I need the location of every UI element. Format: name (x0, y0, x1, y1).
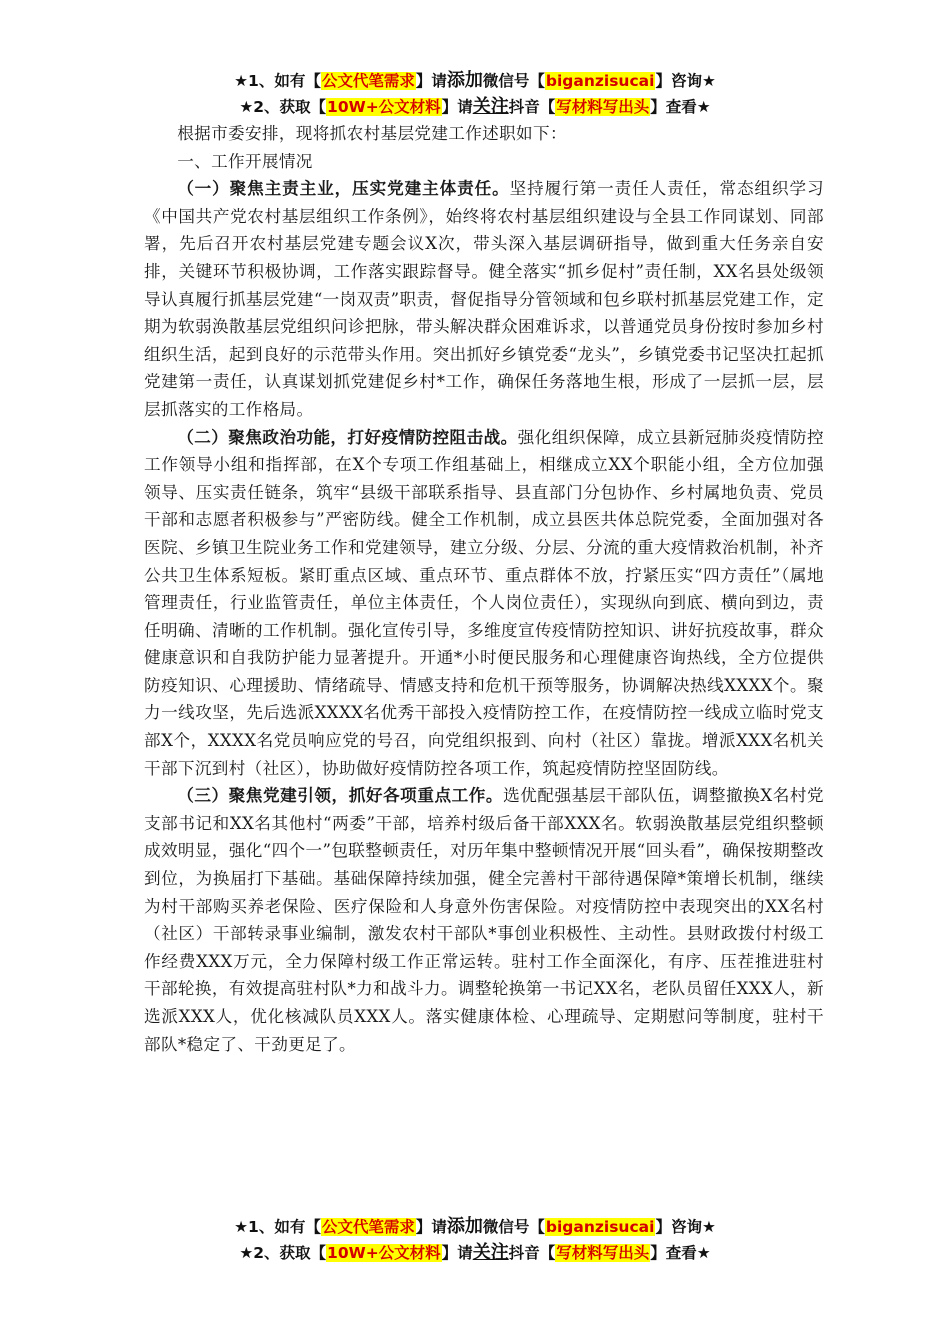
highlight-wechat-id: biganzisucai (545, 72, 655, 90)
highlight-service-bottom: 公文代笔需求 (321, 1218, 415, 1236)
highlight-service: 公文代笔需求 (321, 72, 415, 90)
promo-line-1: ★1、如有【公文代笔需求】请添加微信号【biganzisucai】咨询★ (234, 70, 716, 91)
section-paragraph-2 (144, 424, 824, 783)
section-lead-3: （三）聚焦党建引领，抓好各项重点工作。 (177, 785, 504, 806)
highlight-materials: 10W+公文材料 (327, 98, 441, 116)
highlight-douyin-account-bottom: 写材料写出头 (556, 1244, 650, 1262)
highlight-douyin-account: 写材料写出头 (556, 98, 650, 116)
intro-paragraph: 根据市委安排，现将抓农村基层党建工作述职如下： (177, 124, 567, 143)
promo-banner-bottom (0, 1214, 950, 1266)
section-paragraph-3 (144, 782, 824, 1058)
promo-line-2-bottom: ★2、获取【10W+公文材料】请关注抖音【写材料写出头】查看★ (239, 1242, 711, 1263)
section-paragraph-1 (144, 175, 824, 423)
section-lead-1: （一）聚焦主责主业，压实党建主体责任。 (177, 178, 510, 199)
promo-line-2: ★2、获取【10W+公文材料】请关注抖音【写材料写出头】查看★ (239, 96, 711, 117)
section-lead-2: （二）聚焦政治功能，打好疫情防控阻击战。 (177, 426, 518, 447)
highlight-materials-bottom: 10W+公文材料 (327, 1244, 441, 1262)
section-body-1: 坚持履行第一责任人责任，常态组织学习《中国共产党农村基层组织工作条例》，始终将农村基层组织建设与全县工作同谋划、同部署，先后召开农村基层党建专题会议X次，带头深入基层调研指导，做到重大任务亲自安排，关键环节积极协调，工作落实跟踪督导。健全落实“抓乡促村”责任制，XX名县处级领导认真履行抓基层党建“一岗双责”职责，督促指导分管领域和包乡联村抓基层党建工作，定期为软弱涣散基层党组织问诊把脉，带头解决群众困难诉求，以普通党员身份按时参加乡村组织生活，起到良好的示范带头作用。突出抓好乡镇党委“龙头”，乡镇党委书记坚决扛起抓党建第一责任，认真谋划抓党建促乡村*工作，确保任务落地生根，形成了一层抓一层，层层抓落实的工作格局。 (144, 179, 824, 419)
section-body-2: 强化组织保障，成立县新冠肺炎疫情防控工作领导小组和指挥部，在X个专项工作组基础上，相继成立XX个职能小组，全方位加强领导、压实责任链条，筑牢“县级干部联系指导、县直部门分包协作、乡村属地负责、党员干部和志愿者积极参与”严密防线。健全工作机制，成立县医共体总院党委，全面加强对各医院、乡镇卫生院业务工作和党建领导，建立分级、分层、分流的重大疫情救治机制，补齐公共卫生体系短板。紧盯重点区域、重点环节、重点群体不放，拧紧压实“四方责任”（属地管理责任，行业监管责任，单位主体责任，个人岗位责任），实现纵向到底、横向到边，责任明确、清晰的工作机制。强化宣传引导，多维度宣传疫情防控知识、讲好抗疫故事，群众健康意识和自我防护能力显著提升。开通*小时便民服务和心理健康咨询热线，全方位提供防疫知识、心理援助、情绪疏导、情感支持和危机干预等服务，协调解决热线XXXX个。聚力一线攻坚，先后选派XXXX名优秀干部投入疫情防控工作，在疫情防控一线成立临时党支部X个，XXXX名党员响应党的号召，向党组织报到、向村（社区）靠拢。增派XXX名机关干部下沉到村（社区），协助做好疫情防控各项工作，筑起疫情防控坚固防线。 (144, 427, 824, 778)
section-heading: 一、工作开展情况 (177, 151, 313, 171)
document-body (144, 120, 824, 1058)
section-body-3: 选优配强基层干部队伍，调整撤换X名村党支部书记和XX名其他村“两委”干部，培养村级后备干部XXX名。软弱涣散基层党组织整顿成效明显，强化“四个一”包联整顿责任，对历年集中整顿情况开展“回头看”，确保按期整改到位，为换届打下基础。基础保障持续加强，健全完善村干部待遇保障*策增长机制，继续为村干部购买养老保险、医疗保险和人身意外伤害保险。对疫情防控中表现突出的XX名村（社区）干部转录事业编制，激发农村干部队*事创业积极性、主动性。县财政拨付村级工作经费XXX万元，全力保障村级工作正常运转。驻村工作全面深化，有序、压茬推进驻村干部轮换，有效提高驻村队*力和战斗力。调整轮换第一书记XX名，老队员留任XXX人，新选派XXX人，优化核减队员XXX人。落实健康体检、心理疏导、定期慰问等制度，驻村干部队*稳定了、干劲更足了。 (144, 786, 824, 1054)
highlight-wechat-id-bottom: biganzisucai (545, 1218, 655, 1236)
promo-line-1-bottom: ★1、如有【公文代笔需求】请添加微信号【biganzisucai】咨询★ (234, 1216, 716, 1237)
promo-banner-top (0, 68, 950, 120)
